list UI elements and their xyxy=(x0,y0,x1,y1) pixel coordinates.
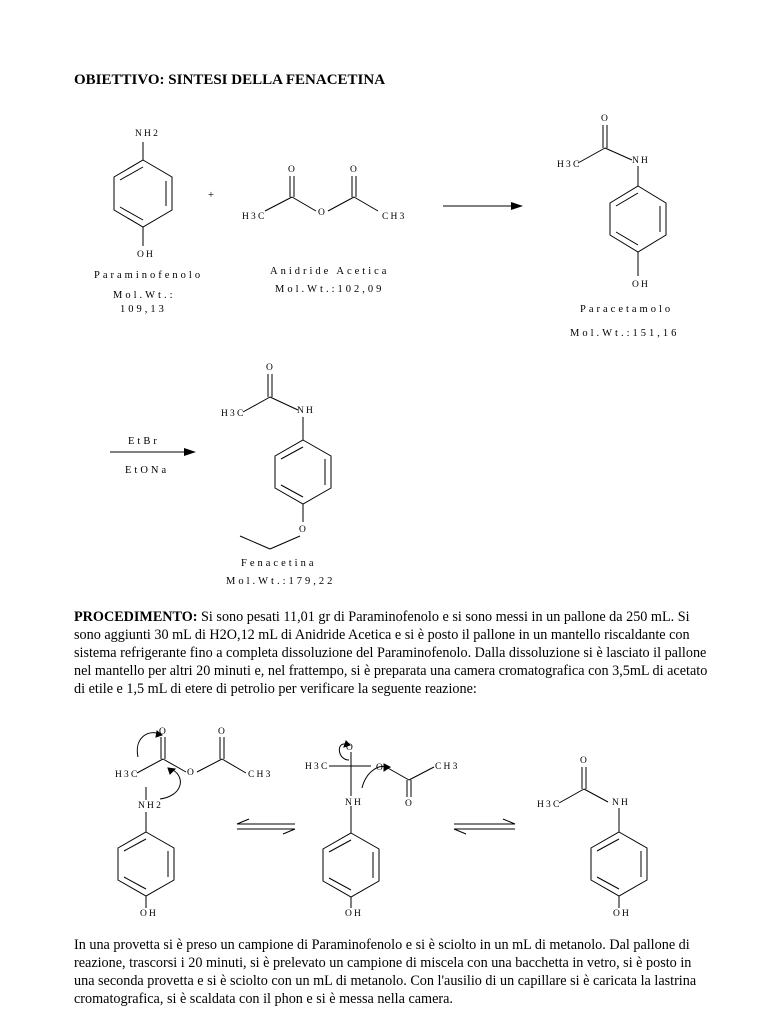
o-label: O xyxy=(601,114,611,124)
oh-label: OH xyxy=(613,909,632,919)
equilibrium-arrow-2 xyxy=(454,819,515,834)
nh-label: NH xyxy=(297,406,316,416)
anidride-acetica-structure xyxy=(265,176,378,211)
o-label: O xyxy=(266,363,276,373)
reagent-etona: EtONa xyxy=(125,465,170,476)
h3c-label: H3C xyxy=(115,770,140,780)
h3c-label: H3C xyxy=(557,160,582,170)
paracetamolo-mw: Mol.Wt.:151,16 xyxy=(570,328,680,339)
procedimento-text: Si sono pesati 11,01 gr di Paraminofenolo e si sono messi in un pallone da 250 mL. Si sono aggiunti 30 mL di H2O,12 mL di Anidride Acetica e si è posto il pallone in un mantello riscaldante con sistema refrigerante fino a completa dissoluzione del Paraminofenolo. Dalla dissoluzione si è lasciato il pallone nel mantello per altri 20 minuti e, nel frattempo, si è preparata una camera cromatografica con 3,5mL di acetato di etile e 1,5 mL di etere di petrolio per verificare la seguente reazione: xyxy=(74,609,708,697)
ch3-label: CH3 xyxy=(248,770,273,780)
oh-label: OH xyxy=(140,909,159,919)
mechanism-reactant-structure xyxy=(118,733,246,908)
o-label: O xyxy=(318,208,328,218)
h3c-label: H3C xyxy=(242,212,267,222)
procedimento-label: PROCEDIMENTO: xyxy=(74,609,198,625)
o-label: O xyxy=(187,768,197,778)
mechanism-product-structure xyxy=(559,767,647,908)
arrowhead-2 xyxy=(184,448,196,456)
paraminofenolo-name: Paraminofenolo xyxy=(94,270,204,281)
paraminofenolo-mw-label: Mol.Wt.: xyxy=(113,290,176,301)
h3c-label: H3C xyxy=(305,762,330,772)
page-title: OBIETTIVO: SINTESI DELLA FENACETINA xyxy=(74,72,386,88)
oh-label: OH xyxy=(632,280,651,290)
o-label: O xyxy=(376,763,386,773)
fenacetina-name: Fenacetina xyxy=(241,558,317,569)
o-label: O xyxy=(580,756,590,766)
h3c-label: H3C xyxy=(537,800,562,810)
anidride-name: Anidride Acetica xyxy=(270,266,390,277)
nh-label: NH xyxy=(345,798,364,808)
o-label: O xyxy=(350,165,360,175)
fenacetina-mw: Mol.Wt.:179,22 xyxy=(226,576,336,587)
nh2-label: NH2 xyxy=(138,801,164,811)
ch3-label: CH3 xyxy=(435,762,460,772)
paraminofenolo-structure xyxy=(114,142,172,246)
oh-label: OH xyxy=(137,250,156,260)
o-label: O xyxy=(288,165,298,175)
ch3-label: CH3 xyxy=(382,212,407,222)
o-label: O xyxy=(218,727,228,737)
fenacetina-structure xyxy=(240,374,331,549)
nh2-label: NH2 xyxy=(135,129,161,139)
oh-label: OH xyxy=(345,909,364,919)
o-label: O xyxy=(405,799,415,809)
o-label: O xyxy=(346,743,356,753)
nh-label: NH xyxy=(632,156,651,166)
paracetamolo-name: Paracetamolo xyxy=(580,304,674,315)
equilibrium-arrow-1 xyxy=(237,819,295,834)
o-label: O xyxy=(159,727,169,737)
arrowhead-1 xyxy=(511,202,523,210)
h3c-label: H3C xyxy=(221,409,246,419)
plus-sign: + xyxy=(208,190,217,201)
reagent-etbr: EtBr xyxy=(128,436,160,447)
paragraph-2: In una provetta si è preso un campione di Paraminofenolo e si è sciolto in un mL di metanolo. Dal pallone di reazione, trascorsi i 20 minuti, si è prelevato un campione di miscela con una bacchetta in vetro, si è posto in una seconda provetta e si è sciolto con un mL di metanolo. Con l'ausilio di un capillare si è caricata la lastrina cromatografica, si è scaldata con il phon e si è messa nella camera. xyxy=(74,937,697,1007)
paracetamolo-structure xyxy=(578,125,666,276)
procedimento-paragraph xyxy=(74,608,714,698)
paraminofenolo-mw-value: 109,13 xyxy=(120,304,167,315)
anidride-mw: Mol.Wt.:102,09 xyxy=(275,284,385,295)
o-label: O xyxy=(299,525,309,535)
nh-label: NH xyxy=(612,798,631,808)
